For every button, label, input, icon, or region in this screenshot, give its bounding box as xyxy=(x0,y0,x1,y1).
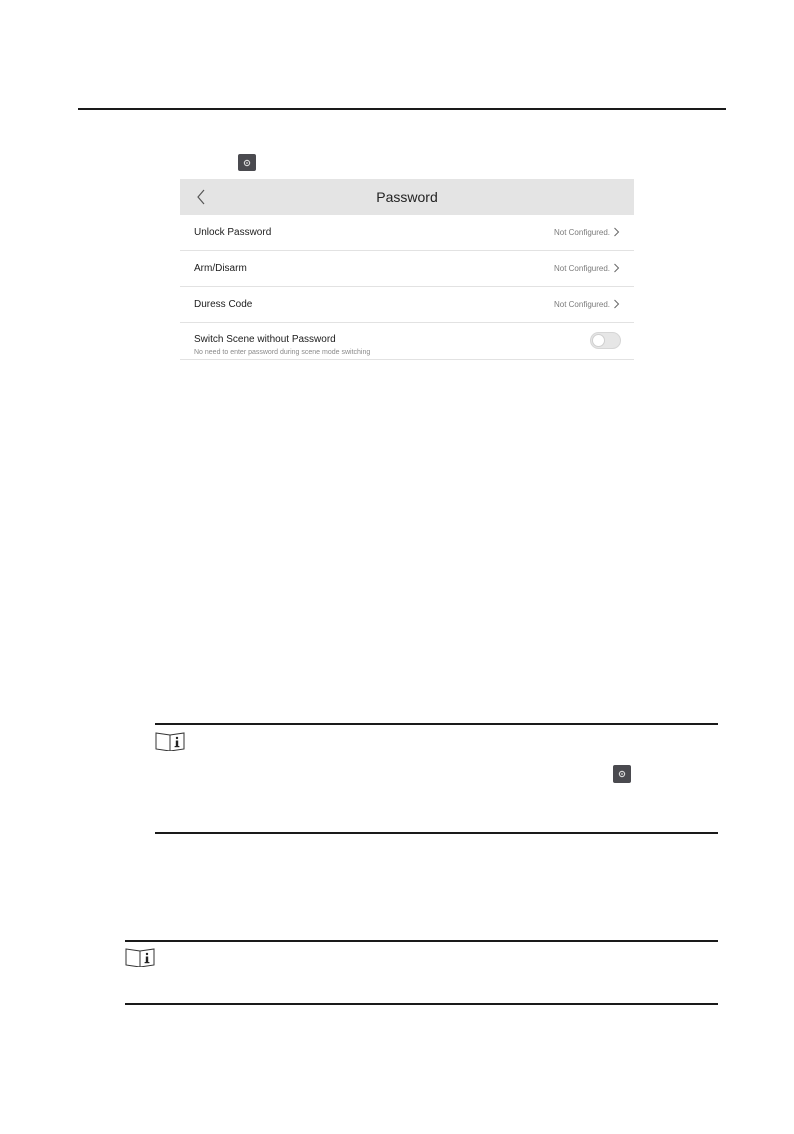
note-top-rule xyxy=(155,723,718,725)
page-title: Password xyxy=(376,189,438,205)
row-unlock-password[interactable] xyxy=(180,215,634,251)
password-screen xyxy=(180,179,634,359)
chevron-right-icon xyxy=(613,227,620,237)
settings-icon xyxy=(238,154,256,171)
row-description: No need to enter password during scene mode switching xyxy=(194,349,371,356)
header-rule xyxy=(78,108,726,110)
note-bottom-rule xyxy=(155,832,718,834)
switch-scene-toggle[interactable] xyxy=(590,332,621,349)
row-status: Not Configured. xyxy=(553,264,610,273)
note-top-rule xyxy=(125,940,718,942)
settings-icon xyxy=(613,765,631,783)
note-info-icon xyxy=(155,731,185,751)
screen-header xyxy=(180,179,634,215)
note-info-icon xyxy=(125,947,155,967)
row-label: Arm/Disarm xyxy=(194,263,247,274)
note-bottom-rule xyxy=(125,1003,718,1005)
row-duress-code[interactable] xyxy=(180,287,634,323)
row-label: Unlock Password xyxy=(194,227,272,238)
chevron-right-icon xyxy=(613,263,620,273)
toggle-knob xyxy=(592,334,605,347)
row-switch-scene xyxy=(180,323,634,360)
row-label: Switch Scene without Password xyxy=(194,334,336,345)
row-label: Duress Code xyxy=(194,299,253,310)
row-status: Not Configured. xyxy=(553,228,610,237)
chevron-right-icon xyxy=(613,299,620,309)
row-arm-disarm[interactable] xyxy=(180,251,634,287)
row-status: Not Configured. xyxy=(553,300,610,309)
